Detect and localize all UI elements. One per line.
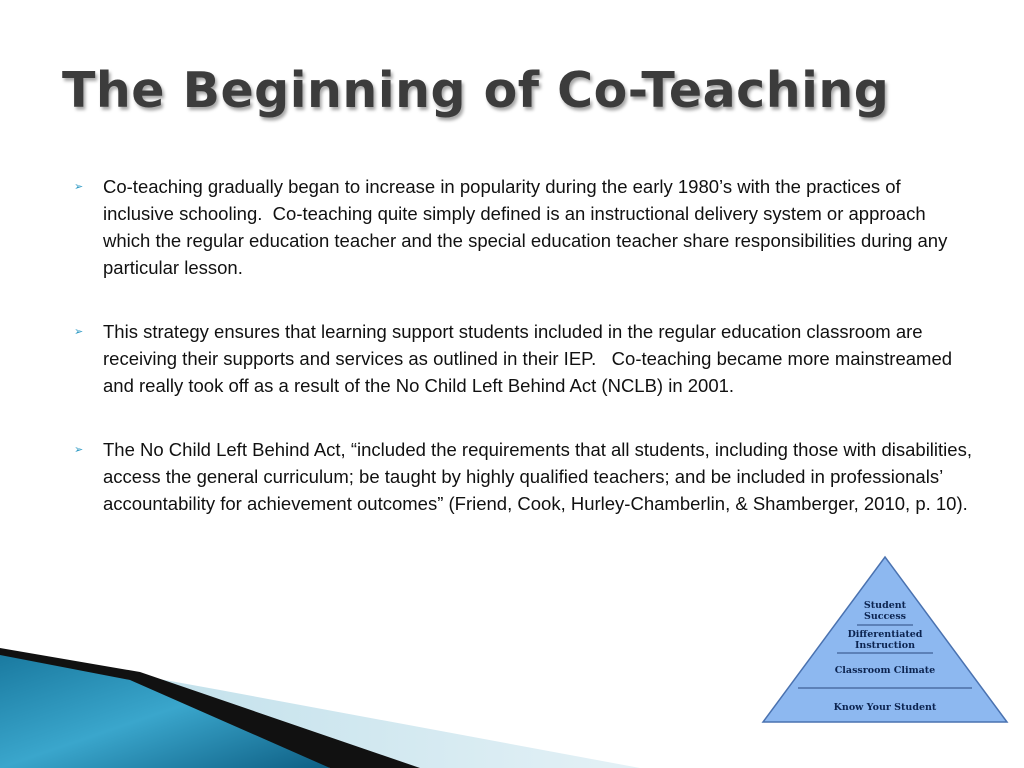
- pyramid-level-text: Student: [863, 600, 907, 611]
- pyramid-level-text: Differentiated: [847, 629, 923, 640]
- bullet-text: This strategy ensures that learning support students included in the regular education classroom are receiving their supports and services as outlined in their IEP. Co-teaching became more mainstreamed and really took off as a result of the No Child Left Behind Act (NCLB) in 2001.: [103, 321, 958, 396]
- bullet-text: Co-teaching gradually began to increase in popularity during the early 1980’s with the practices of inclusive schooling. Co-teaching quite simply defined is an instructional delivery system or approach which the regular education teacher and the special education teacher share responsibilities during any particular lesson.: [103, 176, 953, 278]
- bullet-text: The No Child Left Behind Act, “included the requirements that all students, including those with disabilities, access the general curriculum; be taught by highly qualified teachers; and be included in professionals’ accountability for achievement outcomes” (Friend, Cook, Hurley-Chamberlin, & Shamberger, 2010, p. 10).: [103, 439, 978, 514]
- pyramid-level-text: Instruction: [854, 640, 916, 651]
- pyramid-level-text: Know Your Student: [833, 702, 937, 713]
- pyramid-level-text: Classroom Climate: [834, 665, 936, 676]
- pyramid-level-text: Success: [863, 611, 907, 622]
- arrow-bullet-icon: ➢: [74, 444, 84, 456]
- arrow-bullet-icon: ➢: [74, 326, 84, 338]
- slide-title: The Beginning of Co-Teaching: [62, 62, 890, 119]
- arrow-bullet-icon: ➢: [74, 181, 84, 193]
